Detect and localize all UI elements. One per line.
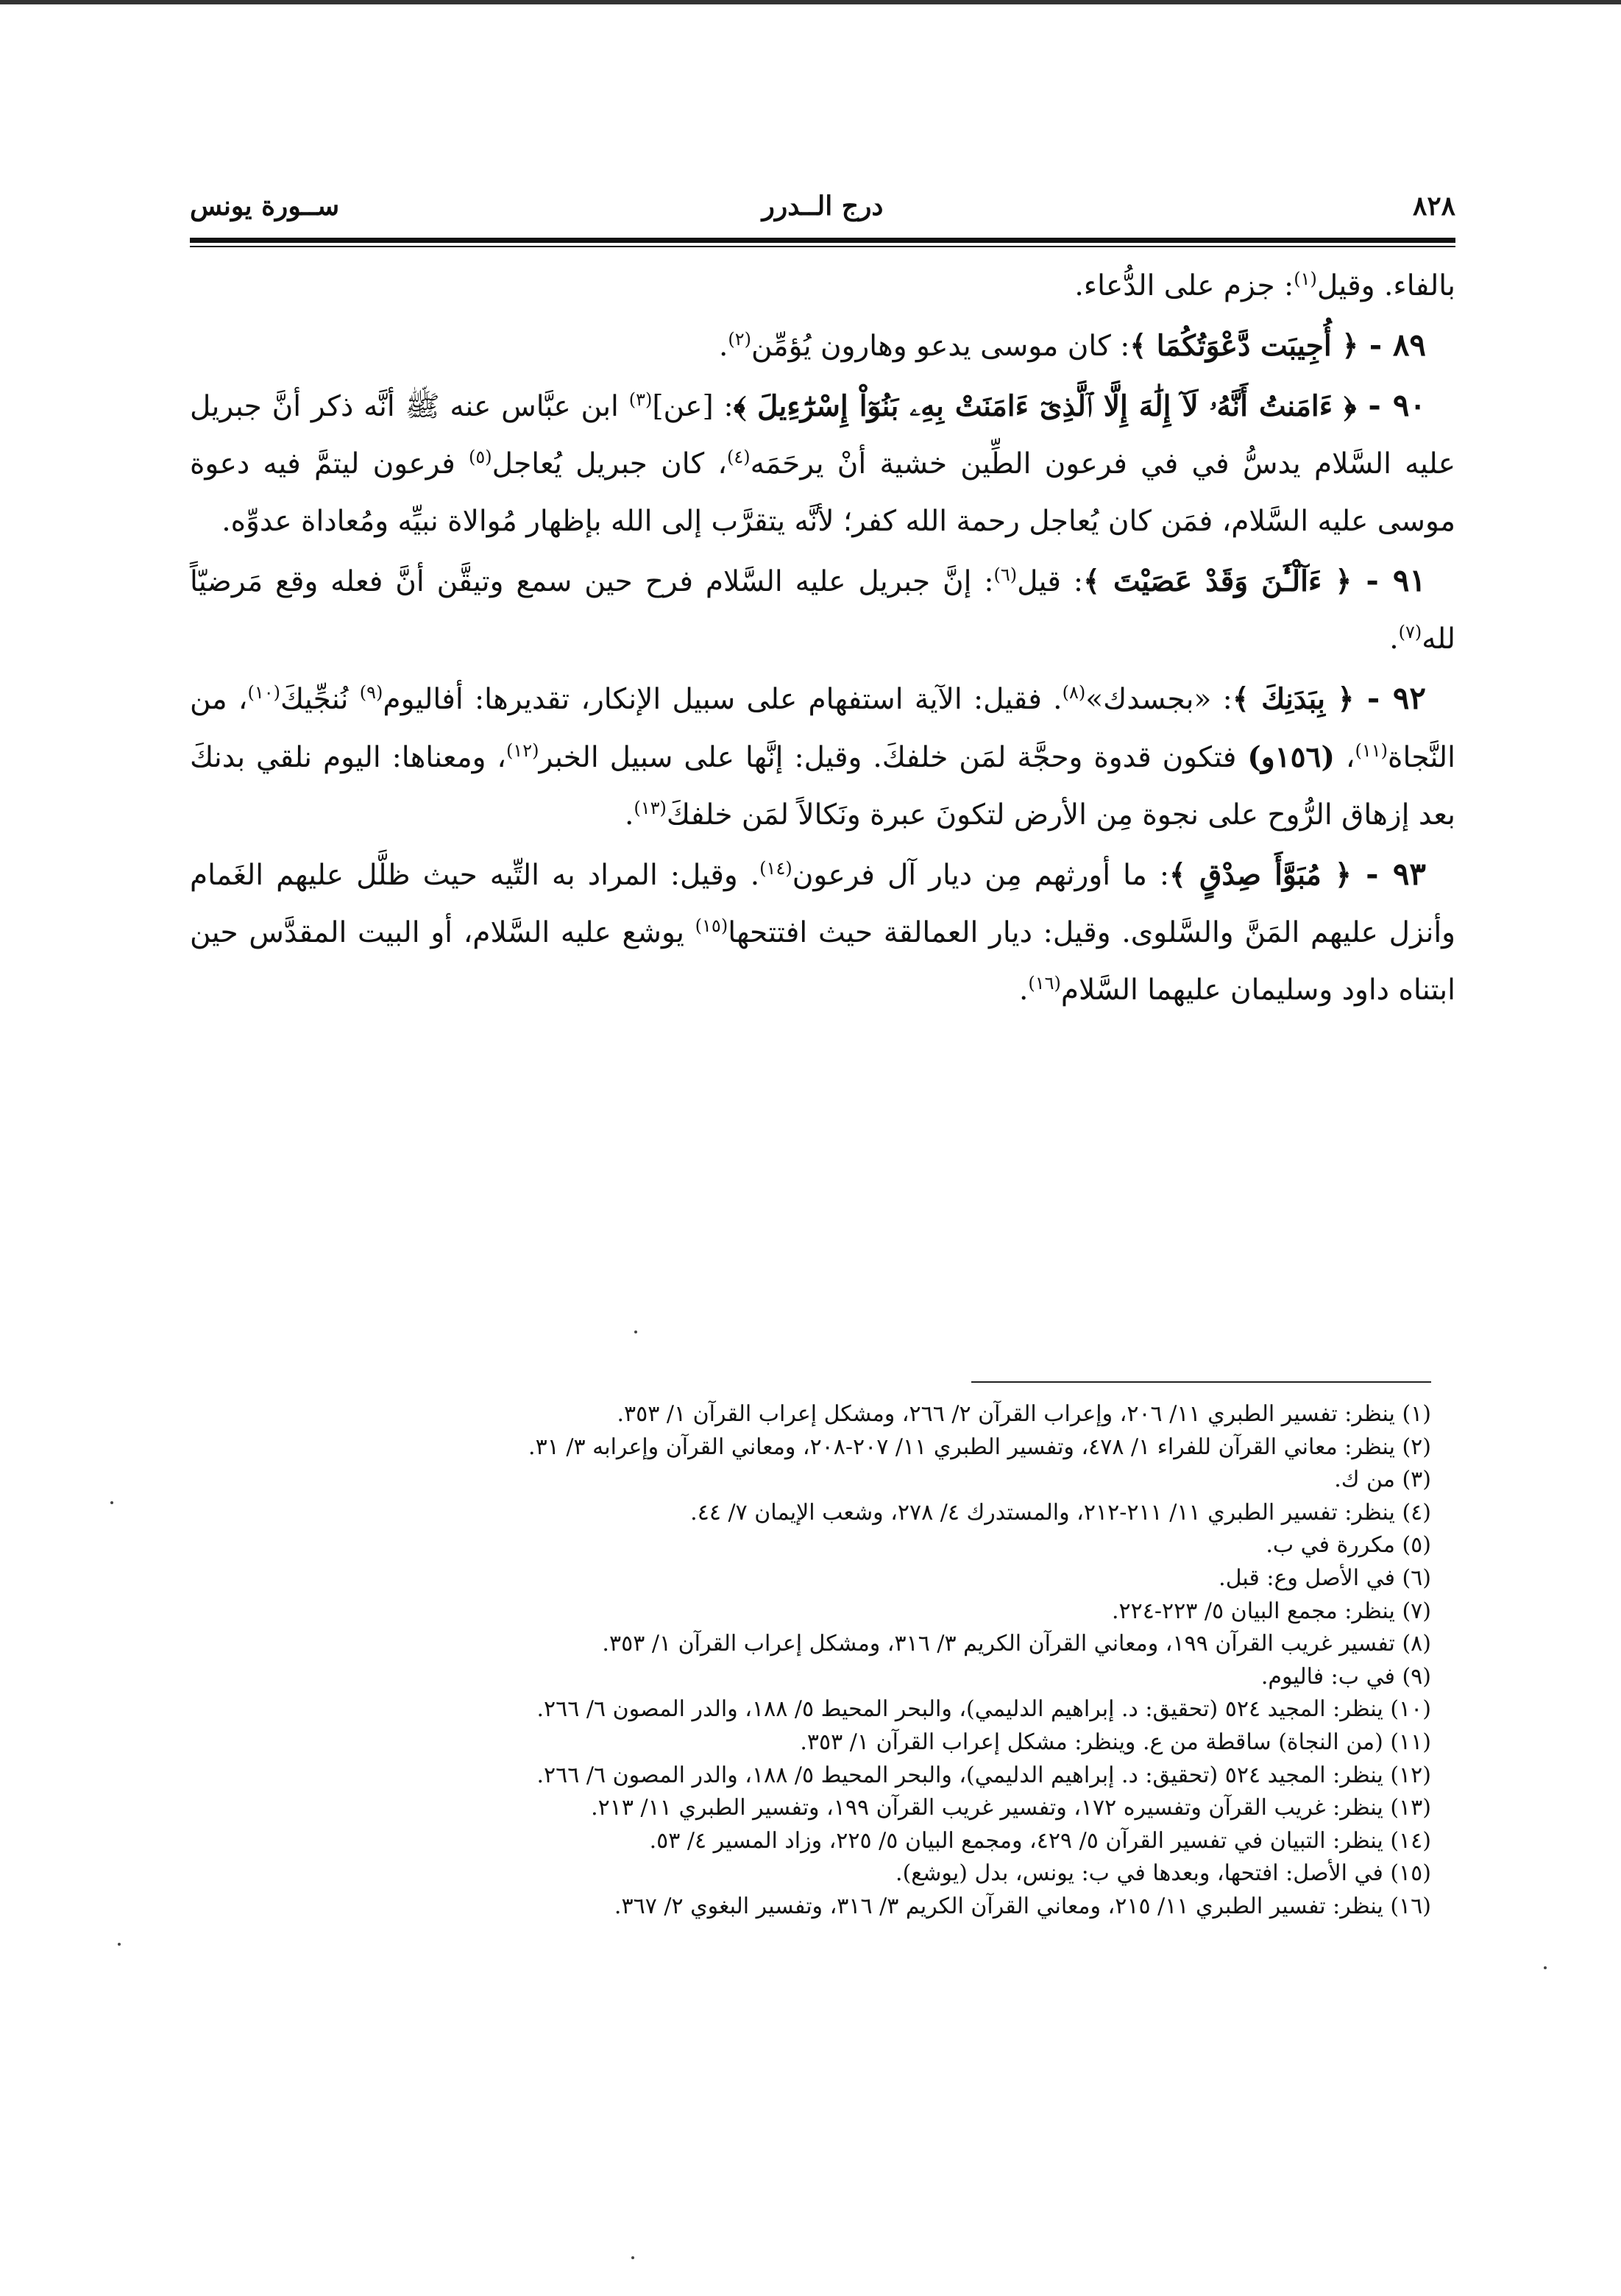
verse-number: ٩٠ - xyxy=(1356,387,1426,423)
verse-number: ٨٩ - xyxy=(1358,327,1426,363)
verse-number: ٩٣ - xyxy=(1351,856,1426,892)
footnote: (٩) في ب: فاليوم. xyxy=(1260,1663,1431,1690)
page-number: ٨٢٨ xyxy=(1412,191,1455,222)
scan-speck xyxy=(110,1501,113,1504)
paragraph-text: : «بجسدك» xyxy=(1085,683,1232,716)
footnote-separator xyxy=(971,1381,1431,1383)
footnotes xyxy=(401,1398,1431,1924)
header-rule-thick xyxy=(190,238,1455,243)
verse-number: ٩١ - xyxy=(1352,562,1426,598)
quran-quote: ءَامَنتُ أَنَّهُۥ لَآ إِلَٰهَ إِلَّا ٱلَّذِىٓ ءَامَنَتْ بِهِۦ بَنُوٓاْ إِسْرَٰٓءِيلَ xyxy=(745,389,1344,423)
paragraph-text: فرعون ليتمَّ فيه دعوة موسى عليه السَّلام، فمَن كان يُعاجل رحمة الله كفر؛ لأنَّه يتقرَّب إلى الله بإظهار مُوالاة نبيِّه ومُعاداة عدوِّه. xyxy=(190,447,1455,538)
footnote-ref[interactable]: (٣) xyxy=(628,389,653,410)
quran-bracket: ﴾ xyxy=(733,389,746,423)
surah-title: ســورة يونس xyxy=(190,191,340,222)
scan-speck xyxy=(1544,1966,1547,1969)
footnote-ref[interactable]: (١٥) xyxy=(695,915,728,936)
quran-bracket: ﴿ xyxy=(1344,389,1357,423)
footnote-ref[interactable]: (١) xyxy=(1294,269,1317,289)
footnote-ref[interactable]: (٦) xyxy=(993,564,1018,585)
quran-quote: بِبَدَنِكَ xyxy=(1249,682,1338,716)
footnote-ref[interactable]: (١١) xyxy=(1355,740,1388,761)
paragraph-text: . xyxy=(624,798,634,832)
footnote: (١٤) ينظر: التبيان في تفسير القرآن ٥/ ٤٢٩، ومجمع البيان ٥/ ٢٢٥، وزاد المسير ٤/ ٥٣. xyxy=(649,1827,1431,1854)
paragraph-text: فتكون قدوة وحجَّة لمَن خلفكَ. وقيل: إنَّها على سبيل الخبر xyxy=(539,741,1248,774)
paragraph xyxy=(190,670,1455,844)
footnote-ref[interactable]: (٧) xyxy=(1398,622,1422,642)
quran-bracket: ﴾ xyxy=(1169,858,1186,892)
footnote: (١٦) ينظر: تفسير الطبري ١١/ ٢١٥، ومعاني القرآن الكريم ٣/ ٣١٦، وتفسير البغوي ٢/ ٣٦٧. xyxy=(614,1893,1431,1919)
quran-quote: ءَآلْـَٰٔنَ وَقَدْ عَصَيْتَ xyxy=(1099,564,1336,598)
paragraph-text: ، ومعناها: اليوم نلقي بدنكَ بعد إزهاق الرُّوح على نجوة مِن الأرض لتكونَ عبرة ونَكالاً لمَن خلفكَ xyxy=(190,741,1455,832)
footnote: (١١) (من النجاة) ساقطة من ع. وينظر: مشكل إعراب القرآن ١/ ٣٥٣. xyxy=(800,1729,1431,1755)
quran-bracket: ﴿ xyxy=(1335,564,1352,598)
paragraph xyxy=(190,258,1455,315)
main-text xyxy=(190,258,1455,1019)
footnote: (٧) ينظر: مجمع البيان ٥/ ٢٢٣-٢٢٤. xyxy=(1111,1598,1431,1624)
footnote-ref[interactable]: (٩) xyxy=(359,682,383,703)
footnote-ref[interactable]: (٢) xyxy=(728,329,751,350)
footnote: (١٣) ينظر: غريب القرآن وتفسيره ١٧٢، وتفسير غريب القرآن ١٩٩، وتفسير الطبري ١١/ ٢١٣. xyxy=(591,1795,1431,1821)
paragraph-text: : إنَّ جبريل عليه السَّلام فرح حين سمع وتيقَّن أنَّ فعله وقع مَرضيّاً لله xyxy=(190,565,1455,656)
folio-marker: (١٥٦و) xyxy=(1247,740,1335,774)
quran-bracket: ﴾ xyxy=(1232,682,1249,716)
footnote: (٦) في الأصل وع: قبل. xyxy=(1219,1565,1431,1591)
footnote-ref[interactable]: (١٦) xyxy=(1028,973,1061,993)
footnote-ref[interactable]: (١٤) xyxy=(759,858,792,879)
scan-speck xyxy=(634,1331,637,1333)
footnote: (٣) من ك. xyxy=(1334,1467,1431,1493)
paragraph xyxy=(190,316,1455,375)
footnote: (١٥) في الأصل: افتحها، وبعدها في ب: يونس، بدل (يوشع). xyxy=(895,1860,1431,1887)
footnote: (١) ينظر: تفسير الطبري ١١/ ٢٠٦، وإعراب القرآن ٢/ ٢٦٦، ومشكل إعراب القرآن ١/ ٣٥٣. xyxy=(617,1401,1431,1427)
footnote: (٨) تفسير غريب القرآن ١٩٩، ومعاني القرآن الكريم ٣/ ٣١٦، ومشكل إعراب القرآن ١/ ٣٥٣. xyxy=(602,1631,1431,1657)
paragraph-text: : ما أورثهم مِن ديار آل فرعون xyxy=(792,859,1170,892)
quran-bracket: ﴿ xyxy=(1341,329,1359,363)
paragraph-text: يوشع عليه السَّلام، أو البيت المقدَّس حين ابتناه داود وسليمان عليهما السَّلام xyxy=(190,916,1455,1007)
quran-bracket: ﴾ xyxy=(1083,564,1100,598)
paragraph xyxy=(190,377,1455,550)
scan-speck xyxy=(118,1943,121,1946)
paragraph-text: ، xyxy=(1334,741,1355,774)
footnote-ref[interactable]: (٤) xyxy=(726,447,751,467)
footnote: (٢) ينظر: معاني القرآن للفراء ١/ ٤٧٨، وتفسير الطبري ١١/ ٢٠٧-٢٠٨، ومعاني القرآن وإعرابه ٣/ ٣١. xyxy=(528,1434,1431,1460)
footnote-ref[interactable]: (٥) xyxy=(469,447,492,467)
quran-bracket: ﴿ xyxy=(1335,858,1352,892)
paragraph-text: : جزم على الدُّعاء. xyxy=(1074,269,1294,302)
footnote: (١٠) ينظر: المجيد ٥٢٤ (تحقيق: د. إبراهيم الدليمي)، والبحر المحيط ٥/ ١٨٨، والدر المصون ٦/ ٢٦٦. xyxy=(536,1696,1431,1723)
quran-quote: مُبَوَّأَ صِدْقٍ xyxy=(1185,858,1336,892)
book-title: درج الــدرر xyxy=(762,191,884,222)
quran-bracket: ﴾ xyxy=(1129,329,1147,363)
footnote-ref[interactable]: (١٢) xyxy=(506,740,539,761)
paragraph xyxy=(190,552,1455,668)
paragraph-text: . xyxy=(718,330,728,363)
paragraph-text: . xyxy=(1018,974,1029,1007)
footnote: (١٢) ينظر: المجيد ٥٢٤ (تحقيق: د. إبراهيم الدليمي)، والبحر المحيط ٥/ ١٨٨، والدر المصون ٦/ ٢٦٦. xyxy=(536,1762,1431,1788)
paragraph-text: : كان موسى يدعو وهارون يُؤمِّن xyxy=(751,330,1130,363)
quran-quote: أُجِيبَت دَّعْوَتُكُمَا xyxy=(1146,329,1342,363)
header-rule-thin xyxy=(190,246,1455,247)
verse-number: ٩٢ - xyxy=(1354,680,1426,716)
footnote-ref[interactable]: (٨) xyxy=(1062,682,1086,703)
paragraph-text: : [عن] xyxy=(652,390,734,423)
footnote-ref[interactable]: (١٣) xyxy=(634,798,667,818)
paragraph-text: ، من النَّجاة xyxy=(190,683,1455,774)
paragraph-text: : قيل xyxy=(1017,565,1084,598)
paragraph-text: نُنجِّيكَ xyxy=(280,683,360,716)
footnote: (٥) مكررة في ب. xyxy=(1266,1532,1431,1559)
paragraph xyxy=(190,846,1455,1019)
paragraph-text: بالفاء. وقيل xyxy=(1316,269,1455,302)
paragraph-text: . فقيل: الآية استفهام على سبيل الإنكار، تقديرها: أفاليوم xyxy=(383,683,1063,716)
footnote: (٤) ينظر: تفسير الطبري ١١/ ٢١١-٢١٢، والمستدرك ٤/ ٢٧٨، وشعب الإيمان ٧/ ٤٤. xyxy=(690,1499,1431,1526)
scan-speck xyxy=(631,2256,634,2259)
paragraph-text: ابن عبَّاس عنه ﷺ أنَّه ذكر أنَّ جبريل عليه السَّلام يدسُّ في في فرعون الطِّين خشية أنْ يرحَمَه xyxy=(190,390,1455,481)
quran-bracket: ﴿ xyxy=(1337,682,1355,716)
paragraph-text: . xyxy=(1389,623,1399,656)
paragraph-text: ، كان جبريل يُعاجل xyxy=(492,447,727,481)
running-header xyxy=(190,188,1455,233)
page-content xyxy=(190,188,1455,1021)
footnote-ref[interactable]: (١٠) xyxy=(247,682,281,703)
paragraph-text: . وقيل: المراد به التِّيه حيث ظلَّل عليهم الغَمام وأنزل عليهم المَنَّ والسَّلوى. وقيل: ديار العمالقة حيث افتتحها xyxy=(190,859,1455,949)
scan-top-border xyxy=(0,0,1621,4)
